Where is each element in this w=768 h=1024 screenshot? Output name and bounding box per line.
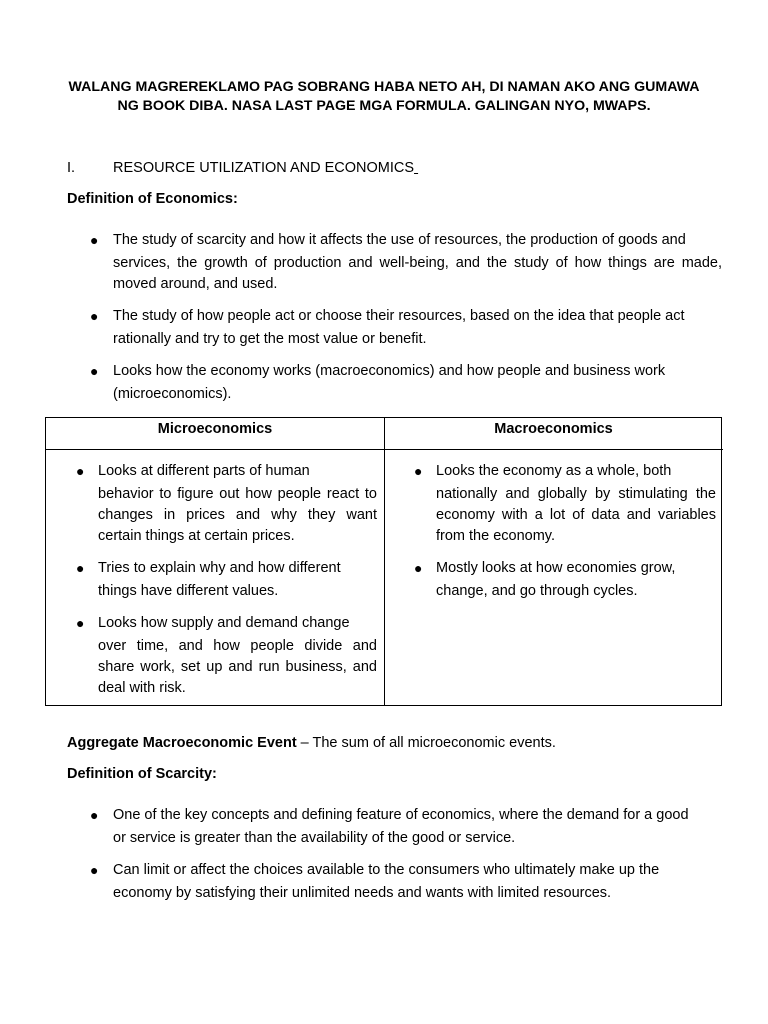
table-header-macro: Macroeconomics: [384, 418, 723, 450]
aggregate-text: – The sum of all microeconomic events.: [296, 735, 556, 751]
list-item: [76, 555, 377, 602]
title-line-2: NG BOOK DIBA. NASA LAST PAGE MGA FORMULA. GALINGAN NYO, MWAPS.: [117, 98, 651, 114]
section-title: RESOURCE UTILIZATION AND ECONOMICS: [113, 160, 415, 176]
list-item: [88, 303, 722, 350]
scarcity-definition-label: Definition of Scarcity:: [67, 766, 217, 782]
bullet-first-line: One of the key concepts and defining feature of economics, where the demand for a good: [113, 807, 689, 823]
bullet-first-line: The study of scarcity and how it affects the use of resources, the production of goods and: [113, 232, 686, 248]
bullet-rest: things have different values.: [98, 583, 279, 599]
bullet-rest: economy by satisfying their unlimited needs and wants with limited resources.: [113, 885, 612, 901]
bullet-icon: ●: [414, 560, 423, 576]
bullet-first-line: Looks at different parts of human: [98, 463, 310, 479]
micro-macro-table: [45, 417, 722, 706]
bullet-icon: ●: [90, 232, 99, 248]
bullet-first-line: The study of how people act or choose their resources, based on the idea that people act: [113, 308, 685, 324]
list-item: [76, 610, 377, 699]
list-item: [414, 458, 716, 547]
bullet-icon: ●: [90, 862, 99, 878]
bullet-rest: (microeconomics).: [113, 386, 232, 402]
economics-definition-label: Definition of Economics:: [67, 191, 238, 207]
aggregate-term: Aggregate Macroeconomic Event: [67, 735, 297, 751]
bullet-rest: or service is greater than the availability of the good or service.: [113, 830, 516, 846]
bullet-rest: behavior to figure out how people react to changes in prices and why they want certain things at certain prices.: [98, 486, 377, 544]
economics-bullet-list: [88, 227, 722, 413]
bullet-rest: nationally and globally by stimulating the economy with a lot of data and variables from the economy.: [436, 486, 716, 544]
bullet-rest: rationally and try to get the most value or benefit.: [113, 331, 427, 347]
micro-cell-list: [76, 458, 377, 707]
list-item: [76, 458, 377, 547]
section-heading: [67, 160, 418, 176]
list-item: [88, 358, 722, 405]
bullet-icon: ●: [76, 615, 85, 631]
list-item: [88, 857, 722, 904]
list-item: [88, 227, 722, 295]
bullet-first-line: Can limit or affect the choices available to the consumers who ultimately make up the: [113, 862, 660, 878]
list-item: [88, 802, 722, 849]
bullet-first-line: Tries to explain why and how different: [98, 560, 341, 576]
bullet-first-line: Looks how the economy works (macroeconomics) and how people and business work: [113, 363, 666, 379]
section-number: I.: [67, 160, 76, 176]
bullet-icon: ●: [90, 807, 99, 823]
bullet-first-line: Looks how supply and demand change: [98, 615, 350, 631]
bullet-icon: ●: [414, 463, 423, 479]
bullet-icon: ●: [76, 560, 85, 576]
aggregate-definition: [67, 735, 556, 751]
bullet-rest: over time, and how people divide and share work, set up and run business, and deal with risk.: [98, 638, 377, 696]
table-divider: [384, 418, 385, 705]
bullet-rest: services, the growth of production and well-being, and the study of how things are made, moved around, and used.: [113, 255, 722, 292]
bullet-first-line: Mostly looks at how economies grow,: [436, 560, 676, 576]
macro-cell-list: [414, 458, 716, 610]
section-title-underline: [414, 160, 418, 176]
title-line-1: WALANG MAGREREKLAMO PAG SOBRANG HABA NETO AH, DI NAMAN AKO ANG GUMAWA: [68, 79, 700, 95]
list-item: [414, 555, 716, 602]
bullet-icon: ●: [76, 463, 85, 479]
scarcity-bullet-list: [88, 802, 722, 912]
bullet-rest: change, and go through cycles.: [436, 583, 638, 599]
bullet-icon: ●: [90, 363, 99, 379]
bullet-icon: ●: [90, 308, 99, 324]
bullet-first-line: Looks the economy as a whole, both: [436, 463, 672, 479]
page-title: [40, 78, 728, 116]
table-header-micro: Microeconomics: [46, 418, 384, 450]
